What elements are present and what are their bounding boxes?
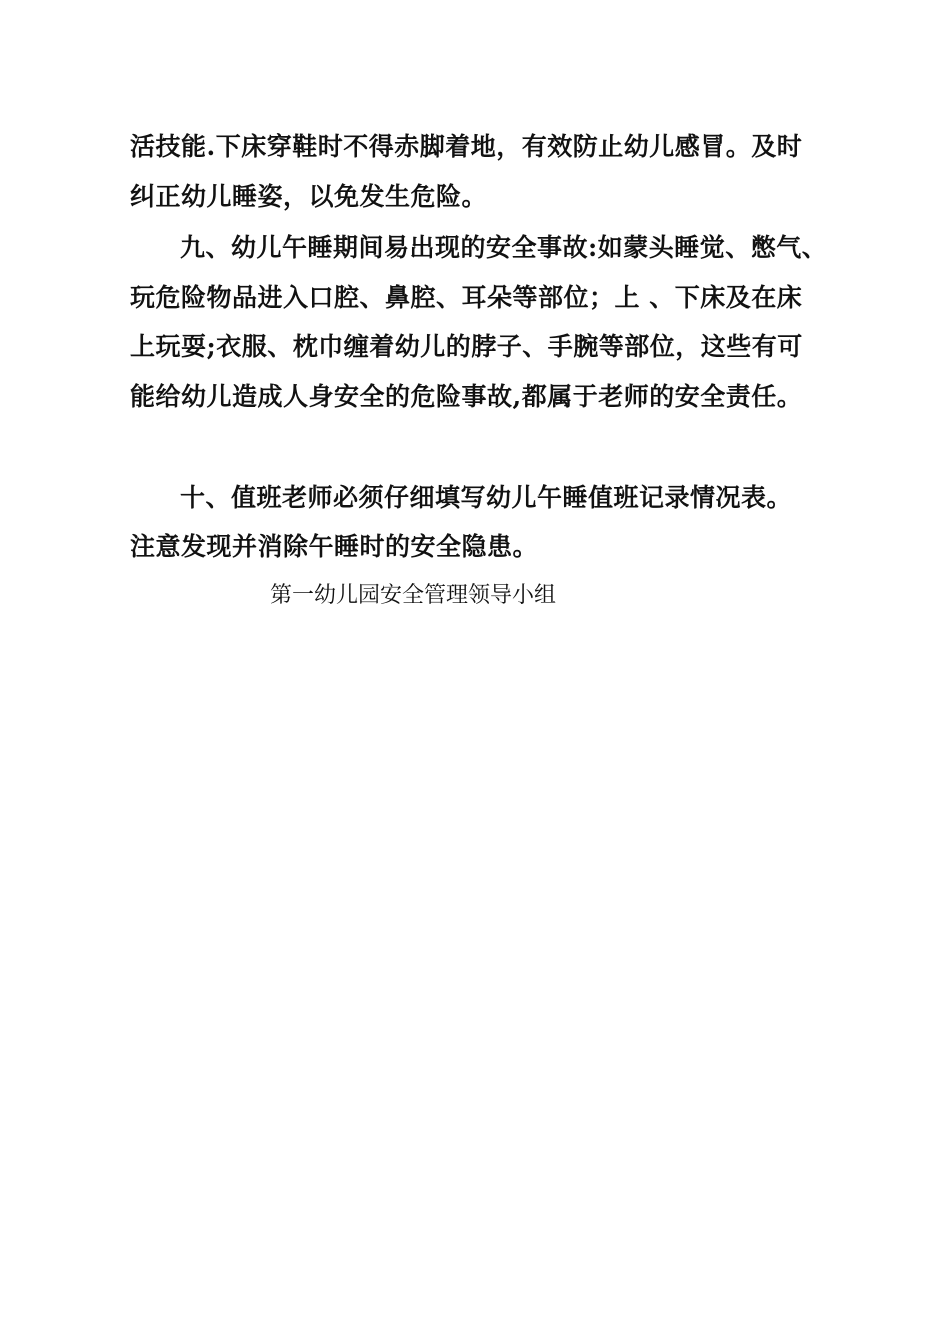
paragraph-10-line-2: 注意发现并消除午睡时的安全隐患。 — [130, 532, 539, 561]
paragraph-9-line-2: 玩危险物品进入口腔、鼻腔、耳朵等部位；上 、下床及在床 — [130, 283, 803, 312]
paragraph-10-line-1: 十、值班老师必须仔细填写幼儿午睡值班记录情况表。 — [180, 483, 793, 512]
paragraph-8-line-1: 活技能.下床穿鞋时不得赤脚着地，有效防止幼儿感冒。及时 — [130, 132, 803, 161]
paragraph-9-line-4: 能给幼儿造成人身安全的危险事故,都属于老师的安全责任。 — [130, 382, 803, 411]
signature: 第一幼儿园安全管理领导小组 — [270, 583, 557, 608]
paragraph-8-line-2: 纠正幼儿睡姿，以免发生危险。 — [130, 182, 488, 211]
paragraph-9-line-1: 九、幼儿午睡期间易出现的安全事故:如蒙头睡觉、憋气、 — [180, 233, 828, 262]
paragraph-9-line-3: 上玩耍;衣服、枕巾缠着幼儿的脖子、手腕等部位，这些有可 — [130, 332, 803, 361]
